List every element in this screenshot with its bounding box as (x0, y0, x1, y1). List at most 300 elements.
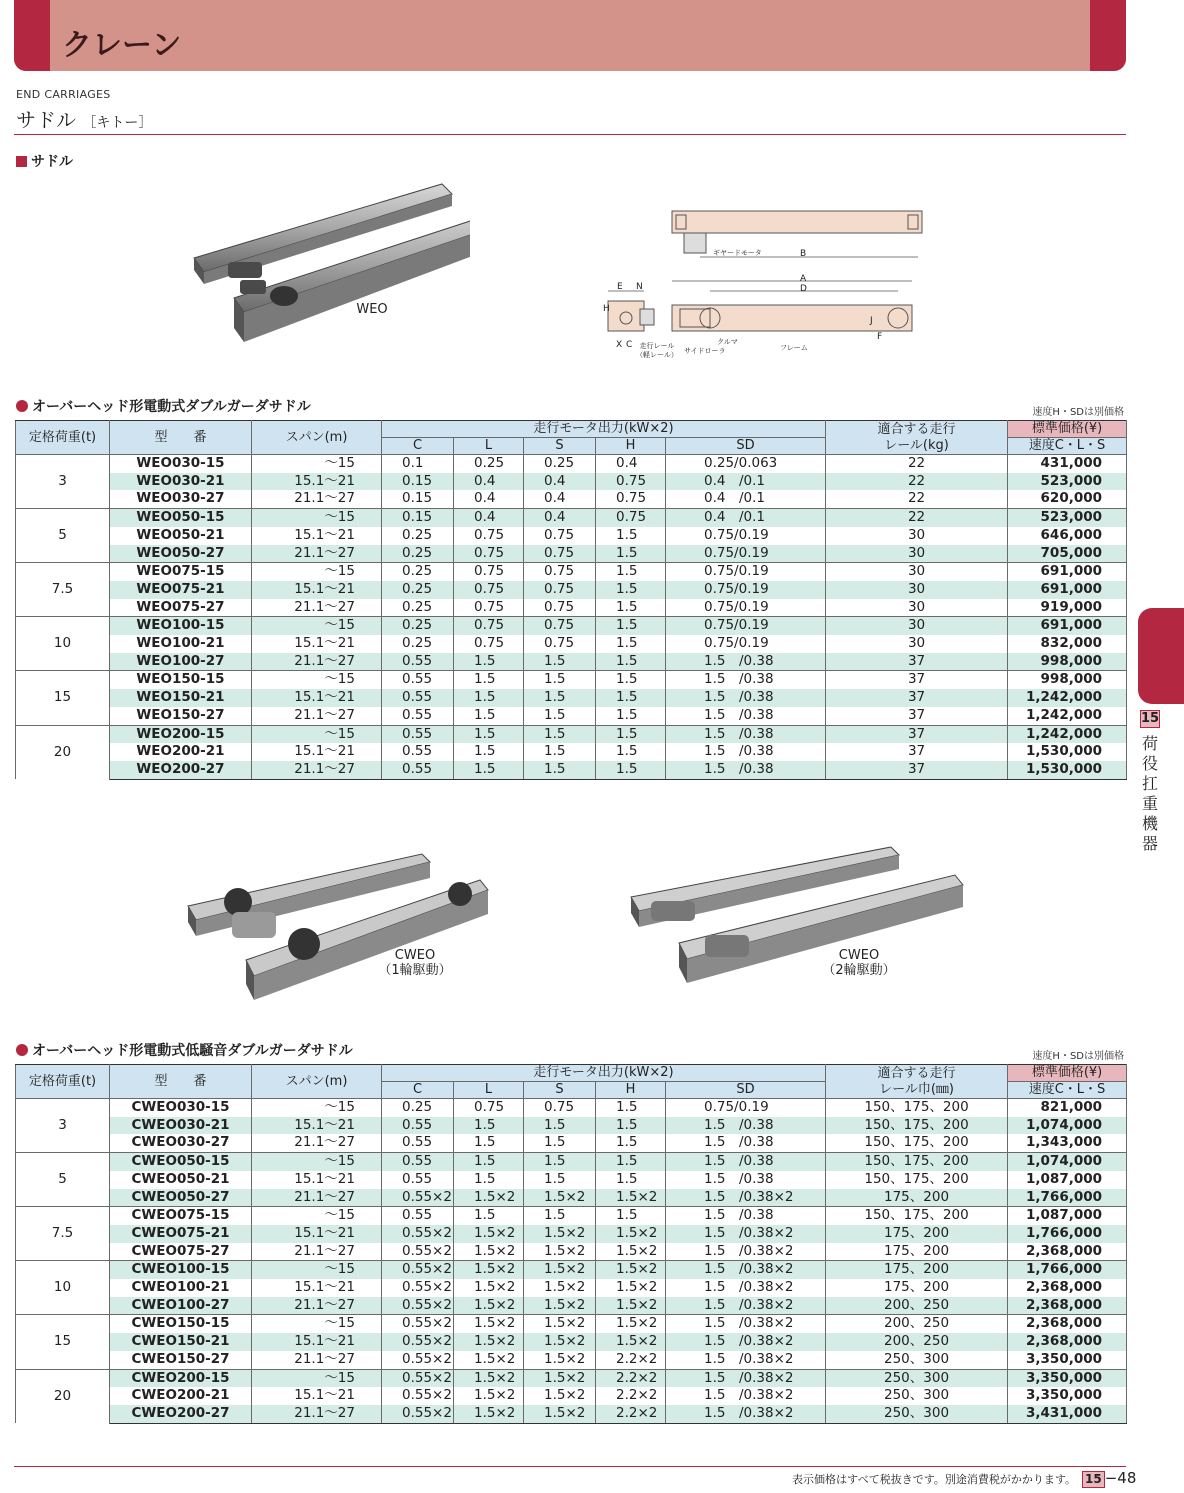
table1-title-text: オーバーヘッド形電動式ダブルガーダサドル (32, 399, 311, 415)
header-load: 定格荷重(t) (16, 1065, 110, 1099)
cell-h: 1.5 (596, 635, 666, 653)
cell-c: 0.25 (382, 563, 454, 581)
cell-load: 15 (16, 671, 110, 725)
header-s: S (524, 438, 596, 455)
table-row (16, 761, 1127, 779)
cell-load: 7.5 (16, 1207, 110, 1261)
cell-rail: 30 (826, 527, 1008, 545)
diagram-label-b: B (800, 249, 807, 259)
diagram-label-frame: フレーム (780, 344, 808, 352)
section-label-text: サドル (31, 154, 73, 170)
header-motor: 走行モータ出力(kW×2) (382, 421, 826, 438)
cell-rail: 150、175、200 (826, 1153, 1008, 1171)
cell-h: 1.5×2 (596, 1243, 666, 1261)
cell-h: 2.2×2 (596, 1387, 666, 1405)
cell-h: 1.5 (596, 689, 666, 707)
table-row (16, 473, 1127, 491)
cell-price: 3,350,000 (1008, 1351, 1127, 1369)
cell-s: 1.5×2 (524, 1369, 596, 1387)
cell-rail: 150、175、200 (826, 1171, 1008, 1189)
table1-title (16, 396, 311, 416)
cell-span: ～15 (252, 1153, 382, 1171)
cweo-2wheel-caption-2: （2輪駆動） (822, 963, 896, 978)
header-c: C (382, 1082, 454, 1099)
cell-model: CWEO050-27 (110, 1189, 252, 1207)
cell-model: WEO030-15 (110, 455, 252, 473)
cell-c: 0.55×2 (382, 1369, 454, 1387)
cell-price: 998,000 (1008, 671, 1127, 689)
cell-price: 1,087,000 (1008, 1207, 1127, 1225)
cell-h: 1.5×2 (596, 1225, 666, 1243)
cell-sd: 0.4 /0.1 (666, 509, 826, 527)
cell-c: 0.25 (382, 617, 454, 635)
cell-s: 1.5 (524, 725, 596, 743)
cell-l: 0.4 (454, 509, 524, 527)
cell-c: 0.55×2 (382, 1333, 454, 1351)
cell-h: 1.5 (596, 743, 666, 761)
table-row (16, 617, 1127, 635)
cell-c: 0.25 (382, 527, 454, 545)
section-label (16, 151, 73, 171)
cell-price: 3,350,000 (1008, 1387, 1127, 1405)
cell-c: 0.1 (382, 455, 454, 473)
header-rail-2: レール(kg) (884, 437, 949, 453)
table-row (16, 1387, 1127, 1405)
cell-h: 0.75 (596, 473, 666, 491)
cell-c: 0.55 (382, 1153, 454, 1171)
cell-price: 1,530,000 (1008, 761, 1127, 779)
cell-span: 15.1～21 (252, 1225, 382, 1243)
cell-sd: 0.25/0.063 (666, 455, 826, 473)
cell-load: 3 (16, 455, 110, 509)
header-rail (826, 1065, 1008, 1099)
cell-l: 0.75 (454, 599, 524, 617)
cell-c: 0.55 (382, 743, 454, 761)
cell-s: 1.5×2 (524, 1387, 596, 1405)
diagram-label-c: C (626, 340, 633, 350)
table-row (16, 1117, 1127, 1135)
header-load: 定格荷重(t) (16, 421, 110, 455)
cell-load: 20 (16, 1369, 110, 1423)
cell-model: CWEO200-21 (110, 1387, 252, 1405)
cell-h: 1.5 (596, 581, 666, 599)
cell-l: 0.75 (454, 1099, 524, 1117)
cell-price: 3,350,000 (1008, 1369, 1127, 1387)
cell-h: 0.75 (596, 490, 666, 508)
cell-rail: 37 (826, 653, 1008, 671)
chapter-label-char: 機 (1141, 814, 1158, 833)
cell-h: 1.5×2 (596, 1261, 666, 1279)
cell-h: 1.5×2 (596, 1333, 666, 1351)
cell-s: 1.5 (524, 1171, 596, 1189)
cell-h: 1.5 (596, 1134, 666, 1152)
cell-model: CWEO075-27 (110, 1243, 252, 1261)
diagram-label-side-roller: サイドローラ (684, 347, 726, 355)
cell-model: CWEO030-15 (110, 1099, 252, 1117)
cell-model: WEO150-21 (110, 689, 252, 707)
cell-span: 15.1～21 (252, 1333, 382, 1351)
header-sd: SD (666, 1082, 826, 1099)
cell-s: 0.25 (524, 455, 596, 473)
cell-model: WEO100-21 (110, 635, 252, 653)
cell-l: 1.5×2 (454, 1297, 524, 1315)
chapter-label-char: 器 (1141, 834, 1158, 853)
cell-l: 1.5 (454, 671, 524, 689)
header-s: S (524, 1082, 596, 1099)
cell-model: WEO030-27 (110, 490, 252, 508)
cell-sd: 1.5 /0.38 (666, 653, 826, 671)
cell-sd: 1.5 /0.38 (666, 689, 826, 707)
cell-price: 691,000 (1008, 581, 1127, 599)
table-row (16, 635, 1127, 653)
chapter-label-char: 重 (1141, 794, 1158, 813)
cell-model: CWEO150-27 (110, 1351, 252, 1369)
table-row (16, 1225, 1127, 1243)
table2-note: 速度H・SDは別価格 (1032, 1051, 1124, 1062)
cell-price: 1,074,000 (1008, 1153, 1127, 1171)
cell-s: 0.75 (524, 617, 596, 635)
cell-l: 1.5×2 (454, 1387, 524, 1405)
table-row (16, 671, 1127, 689)
cell-span: ～15 (252, 725, 382, 743)
cell-model: WEO075-15 (110, 563, 252, 581)
cell-rail: 150、175、200 (826, 1207, 1008, 1225)
footer-note: 表示価格はすべて税抜きです。別途消費税がかかります。 (792, 1473, 1077, 1486)
diagram-label-d: D (800, 284, 807, 294)
cell-model: WEO030-21 (110, 473, 252, 491)
cweo-2wheel-photo (625, 845, 970, 990)
header-rail-2: レール巾(㎜) (879, 1081, 954, 1097)
cell-c: 0.55 (382, 1207, 454, 1225)
cell-span: 21.1～27 (252, 1134, 382, 1152)
cell-price: 1,242,000 (1008, 725, 1127, 743)
cell-sd: 1.5 /0.38×2 (666, 1297, 826, 1315)
header-price-speed: 速度C・L・S (1008, 438, 1127, 455)
cell-load: 10 (16, 1261, 110, 1315)
cell-h: 1.5×2 (596, 1279, 666, 1297)
cell-model: WEO050-15 (110, 509, 252, 527)
header-l: L (454, 438, 524, 455)
header-h: H (596, 438, 666, 455)
cell-load: 5 (16, 509, 110, 563)
cell-h: 1.5 (596, 671, 666, 689)
cell-model: WEO050-27 (110, 545, 252, 563)
cell-h: 1.5×2 (596, 1315, 666, 1333)
cell-span: 15.1～21 (252, 1387, 382, 1405)
cell-span: ～15 (252, 1315, 382, 1333)
cell-s: 1.5×2 (524, 1189, 596, 1207)
cell-model: WEO200-27 (110, 761, 252, 779)
diagram-label-x: X (616, 340, 623, 350)
cell-s: 1.5×2 (524, 1243, 596, 1261)
cell-span: 21.1～27 (252, 1405, 382, 1423)
cweo-2wheel-caption (822, 948, 896, 978)
table-row (16, 1297, 1127, 1315)
table-row (16, 725, 1127, 743)
diagram-label-j: J (870, 316, 873, 326)
cell-h: 1.5 (596, 707, 666, 725)
cell-rail: 250、300 (826, 1405, 1008, 1423)
cell-rail: 30 (826, 635, 1008, 653)
cell-sd: 1.5 /0.38 (666, 725, 826, 743)
cell-model: CWEO150-15 (110, 1315, 252, 1333)
table-row (16, 1189, 1127, 1207)
cell-h: 1.5 (596, 1207, 666, 1225)
cell-l: 1.5 (454, 725, 524, 743)
cell-sd: 1.5 /0.38 (666, 761, 826, 779)
cell-model: CWEO100-27 (110, 1297, 252, 1315)
header-c: C (382, 438, 454, 455)
cweo-1wheel-caption-1: CWEO (394, 948, 436, 963)
cell-l: 1.5×2 (454, 1369, 524, 1387)
cell-price: 431,000 (1008, 455, 1127, 473)
cell-c: 0.25 (382, 581, 454, 599)
header-motor: 走行モータ出力(kW×2) (382, 1065, 826, 1082)
cell-span: 15.1～21 (252, 581, 382, 599)
cell-h: 1.5×2 (596, 1297, 666, 1315)
cell-c: 0.55×2 (382, 1297, 454, 1315)
cell-sd: 0.75/0.19 (666, 599, 826, 617)
cell-h: 2.2×2 (596, 1351, 666, 1369)
cell-c: 0.55 (382, 1134, 454, 1152)
cell-h: 1.5 (596, 725, 666, 743)
table-row (16, 455, 1127, 473)
cell-l: 0.4 (454, 473, 524, 491)
cell-rail: 150、175、200 (826, 1134, 1008, 1152)
circle-bullet-icon (16, 1044, 28, 1056)
subtitle-en: END CARRIAGES (16, 88, 111, 101)
cell-c: 0.55×2 (382, 1315, 454, 1333)
table2-title-text: オーバーヘッド形電動式低騒音ダブルガーダサドル (32, 1043, 353, 1059)
cell-rail: 250、300 (826, 1351, 1008, 1369)
table-row (16, 1333, 1127, 1351)
cell-l: 1.5 (454, 689, 524, 707)
table-row (16, 1171, 1127, 1189)
table-row (16, 1369, 1127, 1387)
cell-s: 0.75 (524, 545, 596, 563)
diagram-label-geared-motor: ギヤードモータ (713, 249, 762, 257)
cell-c: 0.55×2 (382, 1279, 454, 1297)
cell-s: 0.4 (524, 473, 596, 491)
cell-l: 1.5 (454, 761, 524, 779)
header-rail (826, 421, 1008, 455)
cell-span: ～15 (252, 563, 382, 581)
cell-model: CWEO030-21 (110, 1117, 252, 1135)
page-num: −48 (1104, 1469, 1137, 1487)
cell-model: WEO200-21 (110, 743, 252, 761)
cell-span: 15.1～21 (252, 635, 382, 653)
cell-l: 1.5×2 (454, 1351, 524, 1369)
table-row (16, 1207, 1127, 1225)
cell-price: 821,000 (1008, 1099, 1127, 1117)
cell-l: 1.5 (454, 1134, 524, 1152)
cell-rail: 37 (826, 689, 1008, 707)
cell-load: 15 (16, 1315, 110, 1369)
chapter-label-char: 荷 (1141, 734, 1158, 753)
cell-c: 0.25 (382, 599, 454, 617)
cell-rail: 200、250 (826, 1297, 1008, 1315)
cell-rail: 250、300 (826, 1387, 1008, 1405)
cell-price: 919,000 (1008, 599, 1127, 617)
cell-model: CWEO075-21 (110, 1225, 252, 1243)
cell-span: ～15 (252, 617, 382, 635)
cell-span: ～15 (252, 455, 382, 473)
square-bullet-icon (16, 156, 27, 167)
table-row (16, 1405, 1127, 1423)
page-chapter: 15 (1082, 1471, 1105, 1488)
cell-s: 1.5 (524, 671, 596, 689)
cell-price: 2,368,000 (1008, 1333, 1127, 1351)
cell-h: 1.5 (596, 1153, 666, 1171)
cell-price: 523,000 (1008, 509, 1127, 527)
cell-span: ～15 (252, 509, 382, 527)
cell-span: 15.1～21 (252, 689, 382, 707)
cell-span: 15.1～21 (252, 473, 382, 491)
cell-c: 0.15 (382, 490, 454, 508)
table1 (15, 420, 1127, 780)
cell-l: 1.5×2 (454, 1225, 524, 1243)
cell-c: 0.55×2 (382, 1225, 454, 1243)
header-model: 型 番 (110, 421, 252, 455)
diagram-label-rail (636, 342, 678, 360)
cell-rail: 22 (826, 490, 1008, 508)
cell-span: ～15 (252, 671, 382, 689)
cell-s: 1.5×2 (524, 1315, 596, 1333)
cweo-2wheel-caption-1: CWEO (838, 948, 880, 963)
cell-s: 0.75 (524, 581, 596, 599)
cell-c: 0.55×2 (382, 1243, 454, 1261)
cell-rail: 30 (826, 563, 1008, 581)
header-price: 標準価格(¥) (1008, 421, 1127, 438)
cell-rail: 30 (826, 599, 1008, 617)
cell-h: 1.5 (596, 545, 666, 563)
cell-c: 0.55 (382, 1117, 454, 1135)
cell-rail: 37 (826, 761, 1008, 779)
cell-span: 21.1～27 (252, 653, 382, 671)
cell-s: 0.75 (524, 1099, 596, 1117)
subtitle-jp-text: サドル (16, 108, 76, 132)
cell-price: 1,343,000 (1008, 1134, 1127, 1152)
table-row (16, 1153, 1127, 1171)
cell-s: 1.5×2 (524, 1279, 596, 1297)
cell-c: 0.55×2 (382, 1387, 454, 1405)
table2-title (16, 1040, 353, 1060)
cell-s: 1.5 (524, 761, 596, 779)
cell-s: 1.5 (524, 653, 596, 671)
header-rail-1: 適合する走行 (877, 421, 956, 437)
cell-sd: 0.75/0.19 (666, 545, 826, 563)
cell-model: CWEO075-15 (110, 1207, 252, 1225)
chapter-number: 15 (1141, 711, 1160, 726)
cell-model: CWEO050-21 (110, 1171, 252, 1189)
table-row (16, 490, 1127, 508)
cell-model: WEO150-15 (110, 671, 252, 689)
cell-price: 1,766,000 (1008, 1261, 1127, 1279)
cell-l: 1.5 (454, 1171, 524, 1189)
cell-price: 1,766,000 (1008, 1189, 1127, 1207)
cell-price: 646,000 (1008, 527, 1127, 545)
cell-rail: 30 (826, 617, 1008, 635)
cell-span: 15.1～21 (252, 743, 382, 761)
cell-s: 0.75 (524, 563, 596, 581)
cell-span: ～15 (252, 1099, 382, 1117)
cell-c: 0.55×2 (382, 1261, 454, 1279)
cweo-1wheel-caption-2: （1輪駆動） (378, 963, 452, 978)
cell-sd: 1.5 /0.38×2 (666, 1351, 826, 1369)
cell-s: 1.5×2 (524, 1297, 596, 1315)
page-title: クレーン (62, 28, 182, 63)
cell-sd: 1.5 /0.38 (666, 1207, 826, 1225)
cell-sd: 1.5 /0.38 (666, 671, 826, 689)
diagram-label-wheel: クルマ (717, 338, 738, 346)
cell-l: 1.5×2 (454, 1189, 524, 1207)
cell-sd: 1.5 /0.38×2 (666, 1261, 826, 1279)
cell-model: WEO050-21 (110, 527, 252, 545)
cell-l: 1.5 (454, 1117, 524, 1135)
cell-model: WEO100-15 (110, 617, 252, 635)
cell-s: 0.4 (524, 509, 596, 527)
cell-price: 1,766,000 (1008, 1225, 1127, 1243)
footer-rule (14, 1466, 1126, 1467)
cell-s: 1.5 (524, 1153, 596, 1171)
table-row (16, 1134, 1127, 1152)
chapter-label (1140, 734, 1160, 854)
cell-rail: 22 (826, 473, 1008, 491)
cell-span: 15.1～21 (252, 1279, 382, 1297)
cell-rail: 22 (826, 509, 1008, 527)
header-span: スパン(m) (252, 1065, 382, 1099)
cell-c: 0.55×2 (382, 1189, 454, 1207)
cell-h: 1.5 (596, 527, 666, 545)
cell-model: CWEO200-15 (110, 1369, 252, 1387)
cell-price: 998,000 (1008, 653, 1127, 671)
cell-s: 1.5 (524, 743, 596, 761)
diagram-label-rail-1: 走行レール (639, 342, 675, 350)
table-row (16, 599, 1127, 617)
cell-span: 21.1～27 (252, 707, 382, 725)
header-price-speed: 速度C・L・S (1008, 1082, 1127, 1099)
table-row (16, 527, 1127, 545)
subtitle-maker: ［キトー］ (82, 115, 153, 131)
cell-h: 1.5 (596, 1099, 666, 1117)
cell-l: 1.5×2 (454, 1243, 524, 1261)
cell-span: ～15 (252, 1261, 382, 1279)
cell-s: 1.5×2 (524, 1333, 596, 1351)
cell-h: 0.4 (596, 455, 666, 473)
cell-rail: 175、200 (826, 1279, 1008, 1297)
cell-rail: 30 (826, 581, 1008, 599)
cell-price: 1,530,000 (1008, 743, 1127, 761)
cell-rail: 200、250 (826, 1333, 1008, 1351)
chapter-label-char: 扛 (1141, 774, 1158, 793)
cweo-1wheel-caption (378, 948, 452, 978)
cell-load: 10 (16, 617, 110, 671)
cell-rail: 250、300 (826, 1369, 1008, 1387)
cell-c: 0.55×2 (382, 1405, 454, 1423)
cell-c: 0.55 (382, 725, 454, 743)
cell-h: 1.5 (596, 653, 666, 671)
cell-s: 0.75 (524, 527, 596, 545)
cweo-1wheel-photo (180, 850, 500, 1000)
diagram-label-e: E (617, 282, 623, 292)
cell-model: CWEO100-15 (110, 1261, 252, 1279)
cell-sd: 1.5 /0.38 (666, 1153, 826, 1171)
cell-l: 1.5×2 (454, 1279, 524, 1297)
chapter-label-char: 役 (1141, 754, 1158, 773)
diagram-label-n: N (636, 282, 643, 292)
cell-sd: 0.75/0.19 (666, 635, 826, 653)
cell-sd: 1.5 /0.38×2 (666, 1369, 826, 1387)
